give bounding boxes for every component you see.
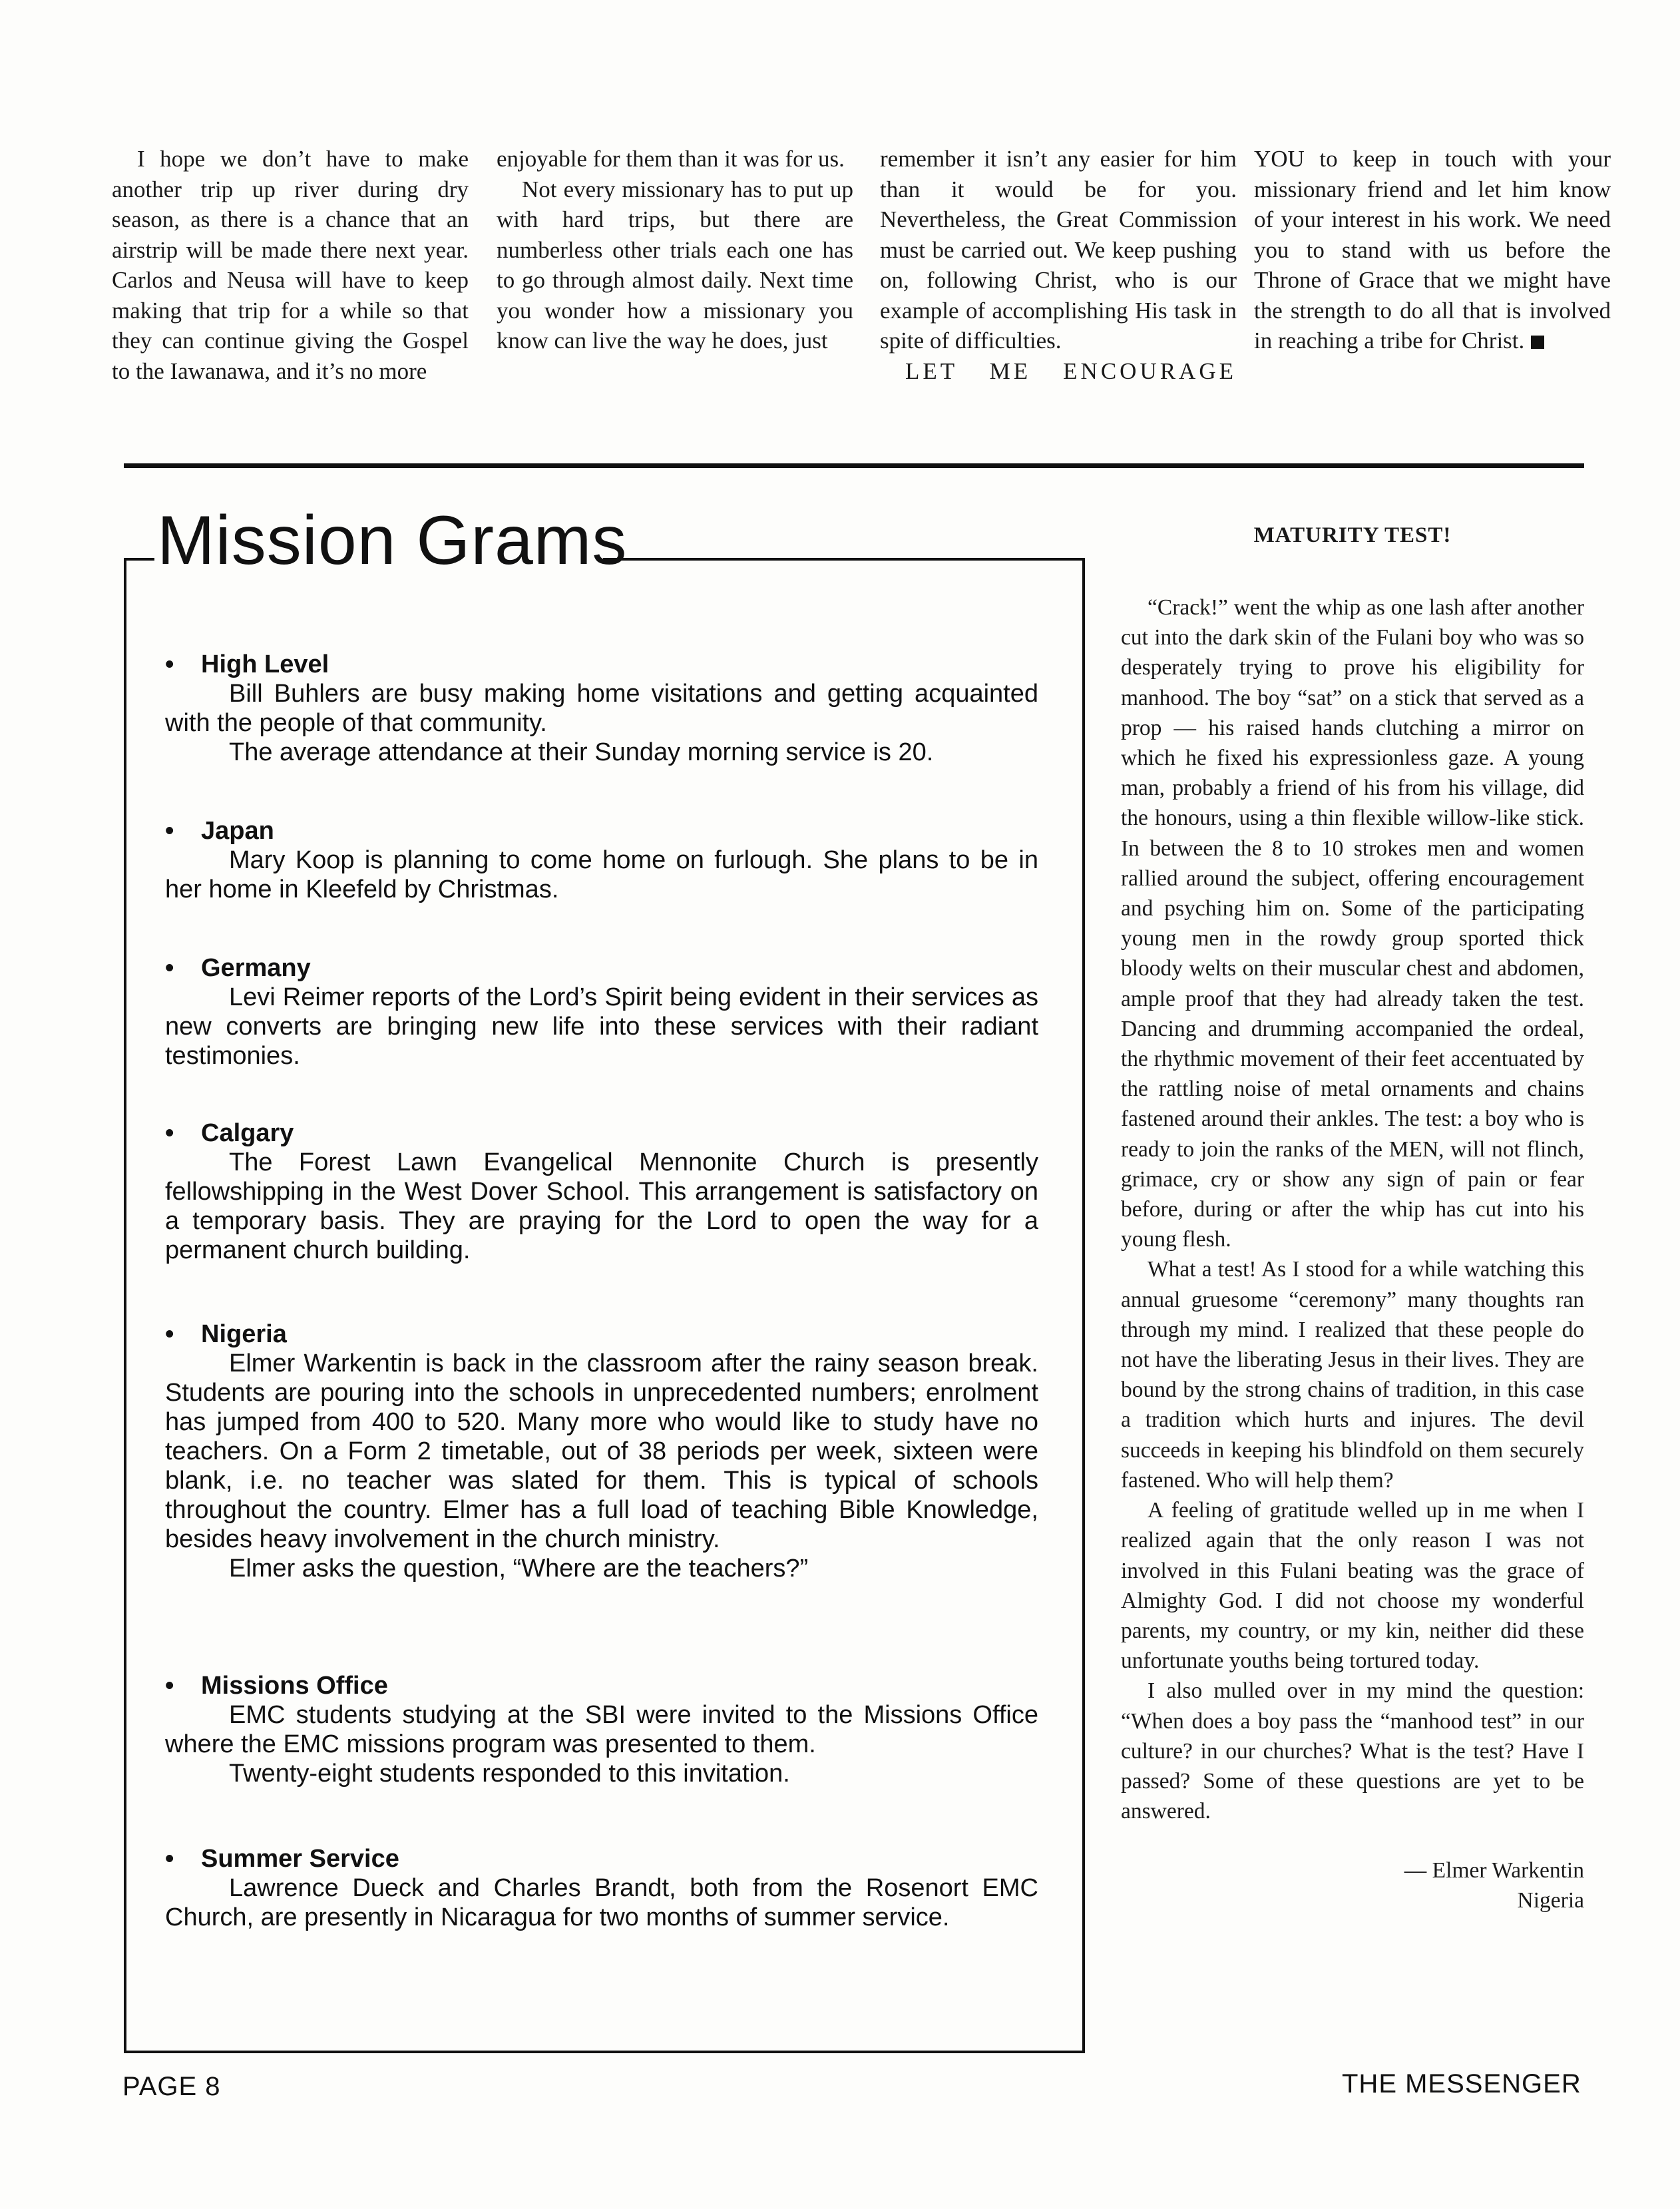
gram-heading [165, 816, 1038, 846]
bullet-icon: • [165, 1845, 174, 1873]
top-column-2 [497, 144, 853, 356]
gram-paragraph: Twenty-eight students responded to this invitation. [229, 1760, 790, 1788]
gram-heading [165, 1844, 1038, 1873]
bullet-icon: • [165, 1119, 174, 1147]
paragraph [1254, 144, 1611, 356]
gram-heading [165, 650, 1038, 679]
bullet-icon: • [165, 650, 174, 678]
section-divider [124, 463, 1584, 468]
gram-paragraph: Mary Koop is planning to come home on furlough. She plans to be in her home in Kleefeld by Christmas. [165, 846, 1038, 903]
gram-calgary [165, 1118, 1038, 1265]
paragraph: remember it isn’t any easier for him than it would be for you. Nevertheless, the Great Commission must be carried out. We keep pushing on, following Christ, who is our example of accomplishing His task in spite of difficulties. [880, 146, 1237, 354]
paragraph: Not every missionary has to put up with hard trips, but there are numberless other trials each one has to go through almost daily. Next time you wonder how a missionary you know can live the way he does, just [497, 176, 853, 354]
gram-paragraph: Bill Buhlers are busy making home visitations and getting acquainted with the people of that community. [165, 680, 1038, 737]
bullet-icon: • [165, 1320, 174, 1348]
gram-summer-service [165, 1844, 1038, 1932]
page-number: PAGE 8 [122, 2072, 221, 2101]
signature-name: — Elmer Warkentin [1404, 1858, 1584, 1883]
gram-paragraph: EMC students studying at the SBI were invited to the Missions Office where the EMC missions program was presented to them. [165, 1701, 1038, 1758]
gram-paragraph: Elmer Warkentin is back in the classroom after the rainy season break. Students are pouring into the schools in unprecedented numbers; enrolment has jumped from 400 to 520. Many more who would like to study have no teachers. On a Form 2 timetable, out of 38 periods per week, sixteen were blank, i.e. no teacher was slated for them. This is typical of schools throughout the country. Elmer has a full load of teaching Bible Knowledge, besides heavy involvement in the church ministry. [165, 1350, 1038, 1553]
gram-heading [165, 1118, 1038, 1148]
paragraph: I hope we don’t have to make another trip up river during dry season, as there is a chance that an airstrip will be made there next year. Carlos and Neusa will have to keep making that trip for a while so that they can continue giving the Gospel to the Iawanawa, and it’s no more [112, 146, 469, 384]
gram-heading-text: Nigeria [201, 1320, 287, 1348]
gram-heading-text: Summer Service [201, 1845, 399, 1873]
paragraph: LET ME ENCOURAGE [905, 358, 1237, 384]
gram-heading-text: Germany [201, 954, 311, 982]
top-column-4 [1254, 144, 1611, 356]
gram-germany [165, 953, 1038, 1071]
gram-paragraph: The Forest Lawn Evangelical Mennonite Church is presently fellowshipping in the West Dover School. This arrangement is satisfactory on a temporary basis. They are praying for the Lord to open the way for a permanent church building. [165, 1148, 1038, 1264]
bullet-icon: • [165, 817, 174, 845]
article-title: MATURITY TEST! [1253, 523, 1452, 547]
end-mark-icon [1531, 336, 1544, 349]
gram-japan [165, 816, 1038, 904]
gram-heading [165, 953, 1038, 983]
paragraph: What a test! As I stood for a while watching this annual gruesome “ceremony” many thoughts ran through my mind. I realized that these people do not have the liberating Jesus in their lives. They are bound by the strong chains of tradition, in this case a tradition which hurts and injures. The devil succeeds in keeping his blindfold on them securely fastened. Who will help them? [1121, 1257, 1584, 1493]
gram-paragraph: Elmer asks the question, “Where are the teachers?” [229, 1555, 809, 1583]
gram-heading-text: High Level [201, 650, 329, 678]
paragraph: “Crack!” went the whip as one lash after another cut into the dark skin of the Fulani boy who was so desperately trying to prove his eligibility for manhood. The boy “sat” on a stick that served as a prop — his raised hands clutching a mirror on which he fixed his expressionless gaze. A young man, probably a friend of his from his village, did the honours, using a thin flexible willow-like stick. In between the 8 to 10 strokes men and women rallied around the subject, offering encouragement and psyching him on. Some of the participating young men in the rowdy group sported thick bloody welts on their muscular chest and abdomen, ample proof that they had already taken the test. Dancing and drumming accompanied the ordeal, the rhythmic movement of their feet accentuated by the rattling noise of metal ornaments and chains fastened around their ankles. The test: a boy who is ready to join the ranks of the MEN, will not flinch, grimace, cry or show any sign of pain or fear before, during or after the whip has cut into his young flesh. [1121, 595, 1584, 1252]
top-column-3 [880, 144, 1237, 386]
gram-paragraph: Levi Reimer reports of the Lord’s Spirit being evident in their services as new converts are bringing new life into these services with their radiant testimonies. [165, 983, 1038, 1070]
gram-missions-office [165, 1671, 1038, 1788]
gram-high-level [165, 650, 1038, 767]
gram-paragraph: The average attendance at their Sunday morning service is 20. [229, 738, 934, 766]
signature-place: Nigeria [1517, 1888, 1584, 1913]
gram-heading [165, 1671, 1038, 1700]
top-columns [112, 144, 1611, 423]
maturity-test-article [1121, 518, 1584, 1915]
gram-heading-text: Calgary [201, 1119, 294, 1147]
top-column-1 [112, 144, 469, 386]
mission-grams-box [124, 558, 1085, 2053]
publication-name: THE MESSENGER [1342, 2069, 1581, 2098]
mission-grams-title: Mission Grams [157, 502, 628, 579]
paragraph: I also mulled over in my mind the question: “When does a boy pass the “manhood test” in our culture? in our churches? What is the test? Have I passed? Some of these questions are yet to be answered. [1121, 1678, 1584, 1824]
gram-paragraph: Lawrence Dueck and Charles Brandt, both from the Rosenort EMC Church, are presently in Nicaragua for two months of summer service. [165, 1874, 1038, 1931]
paragraph: A feeling of gratitude welled up in me when I realized again that the only reason I was not involved in this Fulani beating was the grace of Almighty God. I did not choose my wonderful parents, my country, or my kin, neither did these unfortunate youths being tortured today. [1121, 1498, 1584, 1674]
gram-heading [165, 1320, 1038, 1349]
signature [1121, 1855, 1584, 1915]
bullet-icon: • [165, 1672, 174, 1700]
bullet-icon: • [165, 954, 174, 982]
paragraph-text: YOU to keep in touch with your missionary friend and let him know of your interest in his work. We need you to stand with us before the Throne of Grace that we might have the strength to do all that is involved in reaching a tribe for Christ. [1254, 146, 1611, 354]
gram-heading-text: Missions Office [201, 1672, 388, 1700]
article-body [1121, 593, 1584, 1826]
gram-heading-text: Japan [201, 817, 274, 845]
gram-nigeria [165, 1320, 1038, 1583]
paragraph: enjoyable for them than it was for us. [497, 146, 845, 172]
